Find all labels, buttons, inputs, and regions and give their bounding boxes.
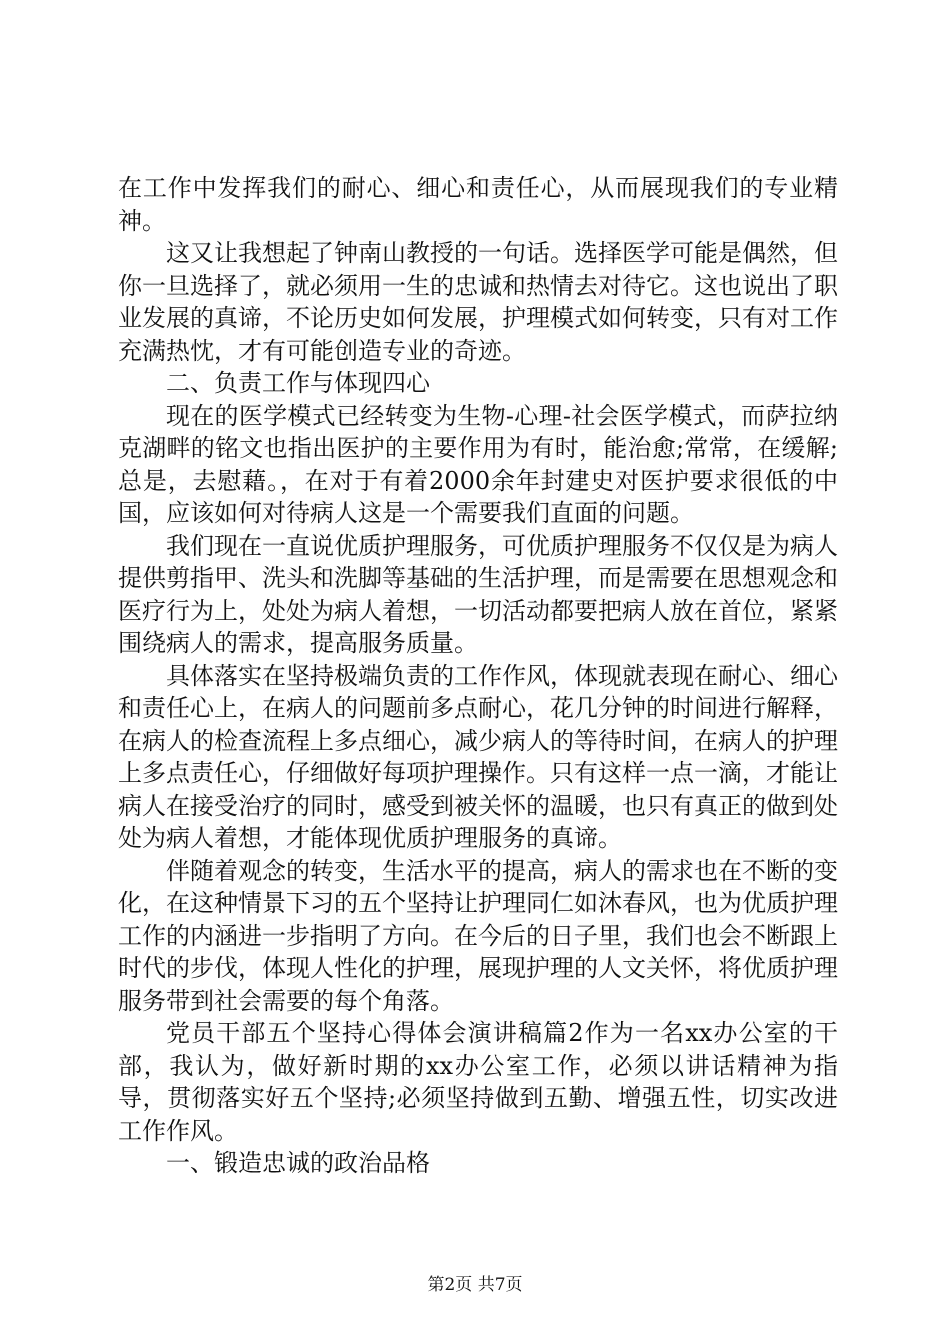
paragraph: 伴随着观念的转变，生活水平的提高，病人的需求也在不断的变化，在这种情景下习的五个坚持让护理同仁如沐春风，也为优质护理工作的内涵进一步指明了方向。在今后的日子里，我们也会不断跟上时代的步伐，体现人性化的护理，展现护理的人文关怀，将优质护理服务带到社会需要的每个角落。 xyxy=(118,856,838,1015)
page-number-footer: 第2页 共7页 xyxy=(427,1275,523,1295)
paragraph: 党员干部五个坚持心得体会演讲稿篇2作为一名xx办公室的干部，我认为，做好新时期的xx办公室工作，必须以讲话精神为指导，贯彻落实好五个坚持;必须坚持做到五勤、增强五性，切实改进工作作风。 xyxy=(118,1019,838,1145)
paragraph-continuation: 在工作中发挥我们的耐心、细心和责任心，从而展现我们的专业精神。 xyxy=(118,174,838,235)
paragraph: 这又让我想起了钟南山教授的一句话。选择医学可能是偶然，但你一旦选择了，就必须用一生的忠诚和热情去对待它。这也说出了职业发展的真谛，不论历史如何发展，护理模式如何转变，只有对工作充满热忱，才有可能创造专业的奇迹。 xyxy=(118,239,838,365)
section-heading: 一、锻造忠诚的政治品格 xyxy=(166,1149,430,1177)
paragraph: 具体落实在坚持极端负责的工作作风，体现就表现在耐心、细心和责任心上，在病人的问题前多点耐心，花几分钟的时间进行解释，在病人的检查流程上多点细心，减少病人的等待时间，在病人的护理上多点责任心，仔细做好每项护理操作。只有这样一点一滴，才能让病人在接受治疗的同时，感受到被关怀的温暖，也只有真正的做到处处为病人着想，才能体现优质护理服务的真谛。 xyxy=(118,661,838,852)
paragraph: 我们现在一直说优质护理服务，可优质护理服务不仅仅是为病人提供剪指甲、洗头和洗脚等基础的生活护理，而是需要在思想观念和医疗行为上，处处为病人着想，一切活动都要把病人放在首位，紧紧围绕病人的需求，提高服务质量。 xyxy=(118,531,838,657)
document-body xyxy=(118,172,838,1180)
section-heading: 二、负责工作与体现四心 xyxy=(166,369,430,397)
paragraph: 现在的医学模式已经转变为生物-心理-社会医学模式，而萨拉纳克湖畔的铭文也指出医护的主要作用为有时，能治愈;常常，在缓解;总是，去慰藉。，在对于有着2000余年封建史对医护要求很低的中国，应该如何对待病人这是一个需要我们直面的问题。 xyxy=(118,401,838,527)
